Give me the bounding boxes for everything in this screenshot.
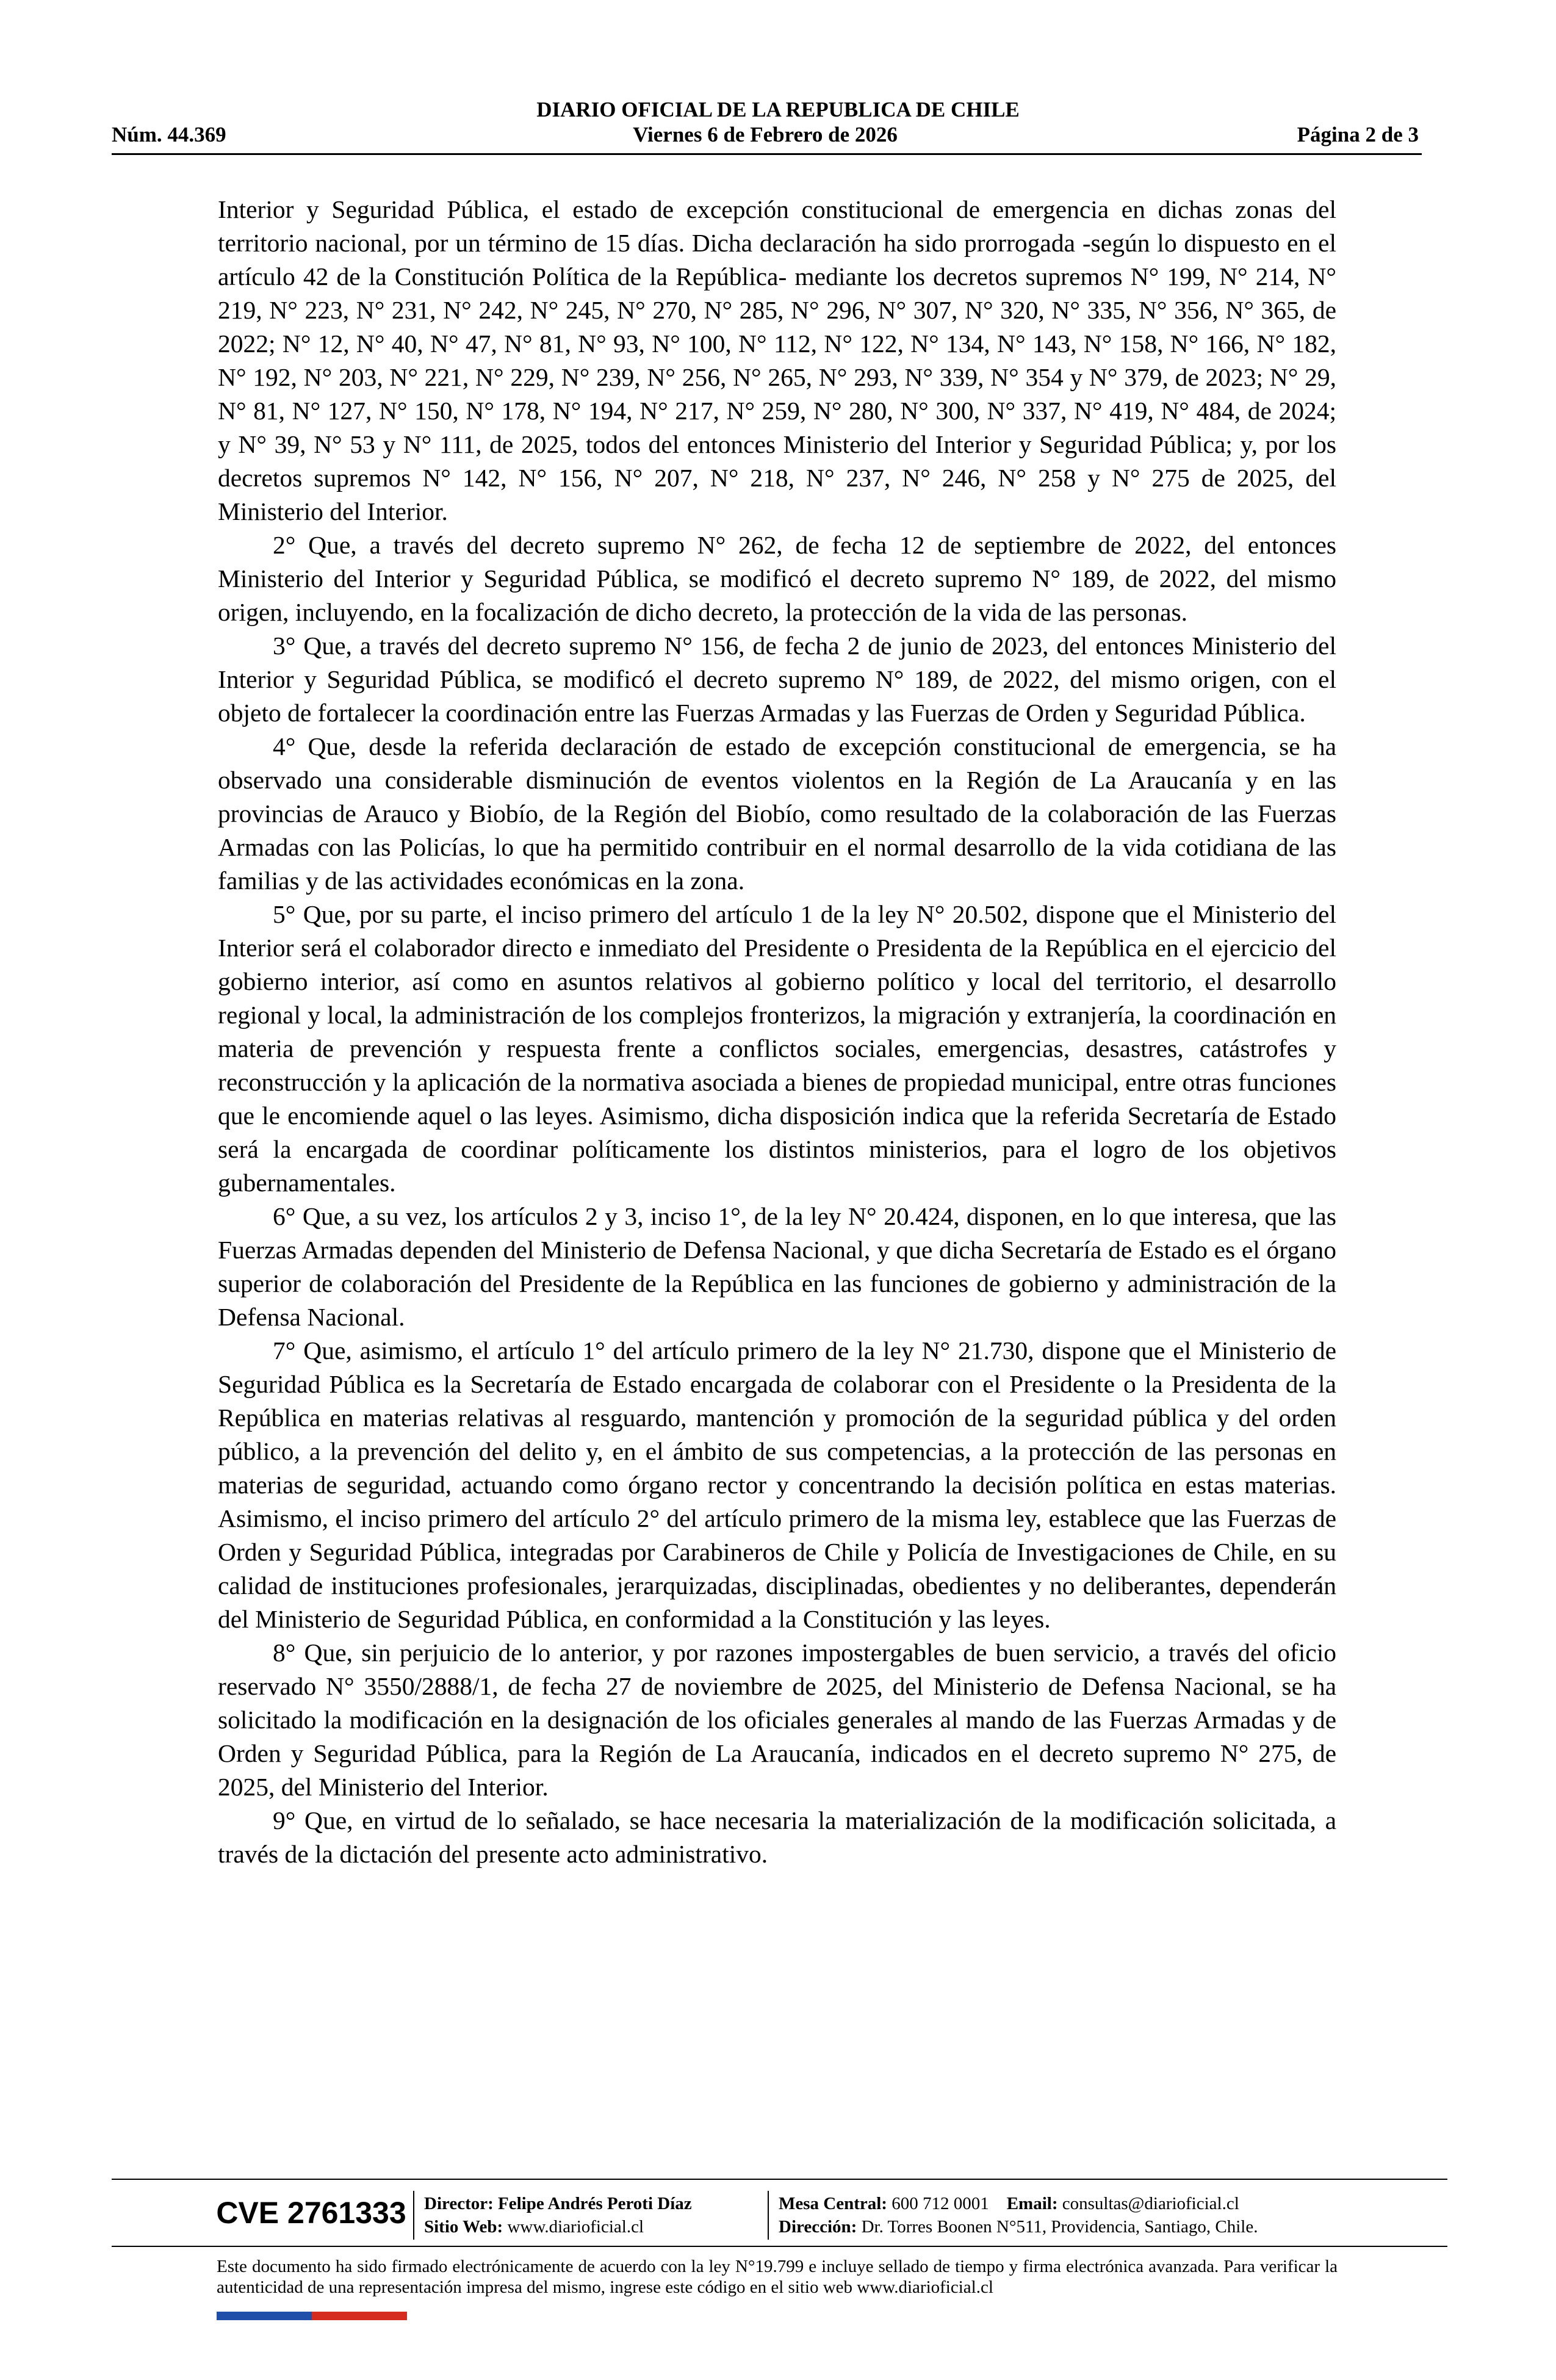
page-number: Página 2 de 3	[1297, 123, 1419, 146]
footer-divider-bottom	[112, 2246, 1447, 2247]
header-divider	[112, 153, 1422, 155]
address-value: Dr. Torres Boonen N°511, Providencia, Santiago, Chile.	[861, 2217, 1258, 2237]
flag-blue-stripe	[217, 2312, 312, 2320]
director-label: Director:	[424, 2194, 494, 2213]
cve-code: CVE 2761333	[216, 2196, 406, 2230]
email-label: Email:	[1006, 2194, 1058, 2213]
paragraph-5: 5° Que, por su parte, el inciso primero del artículo 1 de la ley N° 20.502, dispone que el Ministerio del Interior será el colaborador directo e inmediato del Presidente o Presidenta de la República en el ejercicio del gobierno interior, así como en asuntos relativos al gobierno político y local del territorio, el desarrollo regional y local, la administración de los complejos fronterizos, la migración y extranjería, la coordinación en materia de prevención y respuesta frente a conflictos sociales, emergencias, desastres, catástrofes y reconstrucción y la aplicación de la normativa asociada a bienes de propiedad municipal, entre otras funciones que le encomiende aquel o las leyes. Asimismo, dicha disposición indica que la referida Secretaría de Estado será la encargada de coordinar políticamente los distintos ministerios, para el logro de los objetivos gubernamentales.	[218, 900, 1336, 1197]
footer-contact-block	[779, 2192, 1258, 2238]
mesa-phone: 600 712 0001	[891, 2194, 989, 2213]
flag-color-bar	[217, 2312, 407, 2320]
footer-separator	[413, 2191, 414, 2240]
footer-director-block	[424, 2192, 692, 2238]
site-link[interactable]: www.diarioficial.cl	[507, 2217, 644, 2237]
footer-divider-top	[112, 2179, 1447, 2180]
paragraph-8: 8° Que, sin perjuicio de lo anterior, y por razones impostergables de buen servicio, a través del oficio reservado N° 3550/2888/1, de fecha 27 de noviembre de 2025, del Ministerio de Defensa Nacional, se ha solicitado la modificación en la designación de los oficiales generales al mando de las Fuerzas Armadas y de Orden y Seguridad Pública, para la Región de La Araucanía, indicados en el decreto supremo N° 275, de 2025, del Ministerio del Interior.	[218, 1639, 1336, 1801]
email-link[interactable]: consultas@diarioficial.cl	[1062, 2194, 1239, 2213]
header-info	[112, 122, 1419, 148]
site-label: Sitio Web:	[424, 2217, 503, 2237]
issue-number: Núm. 44.369	[112, 123, 226, 146]
paragraph-4: 4° Que, desde la referida declaración de estado de excepción constitucional de emergencia, se ha observado una considerable disminución de eventos violentos en la Región de La Araucanía y en las provincias de Arauco y Biobío, de la Región del Biobío, como resultado de la colaboración de las Fuerzas Armadas con las Policías, lo que ha permitido contribuir en el normal desarrollo de la vida cotidiana de las familias y de las actividades económicas en la zona.	[218, 732, 1336, 895]
paragraph-6: 6° Que, a su vez, los artículos 2 y 3, inciso 1°, de la ley N° 20.424, disponen, en lo que interesa, que las Fuerzas Armadas dependen del Ministerio de Defensa Nacional, y que dicha Secretaría de Estado es el órgano superior de colaboración del Presidente de la República en las funciones de gobierno y administración de la Defensa Nacional.	[218, 1202, 1336, 1331]
paragraph-9: 9° Que, en virtud de lo señalado, se hace necesaria la materialización de la modificación solicitada, a través de la dictación del presente acto administrativo.	[218, 1806, 1336, 1868]
paragraph-7: 7° Que, asimismo, el artículo 1° del artículo primero de la ley N° 21.730, dispone que el Ministerio de Seguridad Pública es la Secretaría de Estado encargada de colaborar con el Presidente o la Presidenta de la República en materias relativas al resguardo, mantención y promoción de la seguridad pública y del orden público, a la prevención del delito y, en el ámbito de sus competencias, a la protección de las personas en materias de seguridad, actuando como órgano rector y concentrando la decisión política en estas materias. Asimismo, el inciso primero del artículo 2° del artículo primero de la misma ley, establece que las Fuerzas de Orden y Seguridad Pública, integradas por Carabineros de Chile y Policía de Investigaciones de Chile, en su calidad de instituciones profesionales, jerarquizadas, disciplinadas, obedientes y no deliberantes, dependerán del Ministerio de Seguridad Pública, en conformidad a la Constitución y las leyes.	[218, 1336, 1336, 1633]
paragraph-2: 2° Que, a través del decreto supremo N° 262, de fecha 12 de septiembre de 2022, del entonces Ministerio del Interior y Seguridad Pública, se modificó el decreto supremo N° 189, de 2022, del mismo origen, incluyendo, en la focalización de dicho decreto, la protección de la vida de las personas.	[218, 531, 1336, 626]
footer-separator	[768, 2191, 769, 2240]
document-body	[218, 193, 1336, 1871]
newspaper-title: DIARIO OFICIAL DE LA REPUBLICA DE CHILE	[536, 98, 1020, 121]
flag-red-stripe	[312, 2312, 407, 2320]
paragraph-3: 3° Que, a través del decreto supremo N° 156, de fecha 2 de junio de 2023, del entonces Ministerio del Interior y Seguridad Pública, se modificó el decreto supremo N° 189, de 2022, del mismo origen, con el objeto de fortalecer la coordinación entre las Fuerzas Armadas y las Fuerzas de Orden y Seguridad Pública.	[218, 632, 1336, 727]
paragraph-continuation: Interior y Seguridad Pública, el estado de excepción constitucional de emergencia en dichas zonas del territorio nacional, por un término de 15 días. Dicha declaración ha sido prorrogada -según lo dispuesto en el artículo 42 de la Constitución Política de la República- mediante los decretos supremos N° 199, N° 214, N° 219, N° 223, N° 231, N° 242, N° 245, N° 270, N° 285, N° 296, N° 307, N° 320, N° 335, N° 356, N° 365, de 2022; N° 12, N° 40, N° 47, N° 81, N° 93, N° 100, N° 112, N° 122, N° 134, N° 143, N° 158, N° 166, N° 182, N° 192, N° 203, N° 221, N° 229, N° 239, N° 256, N° 265, N° 293, N° 339, N° 354 y N° 379, de 2023; N° 29, N° 81, N° 127, N° 150, N° 178, N° 194, N° 217, N° 259, N° 280, N° 300, N° 337, N° 419, N° 484, de 2024; y N° 39, N° 53 y N° 111, de 2025, todos del entonces Ministerio del Interior y Seguridad Pública; y, por los decretos supremos N° 142, N° 156, N° 207, N° 218, N° 237, N° 246, N° 258 y N° 275 de 2025, del Ministerio del Interior.	[218, 195, 1336, 525]
signature-disclaimer: Este documento ha sido firmado electrónicamente de acuerdo con la ley N°19.799 e incluye sellado de tiempo y firma electrónica avanzada. Para verificar la autenticidad de una representación impresa del mismo, ingrese este código en el sitio web www.diarioficial.cl	[217, 2257, 1338, 2297]
mesa-label: Mesa Central:	[779, 2194, 887, 2213]
issue-date: Viernes 6 de Febrero de 2026	[633, 123, 898, 146]
director-name: Felipe Andrés Peroti Díaz	[498, 2194, 692, 2213]
address-label: Dirección:	[779, 2217, 857, 2237]
